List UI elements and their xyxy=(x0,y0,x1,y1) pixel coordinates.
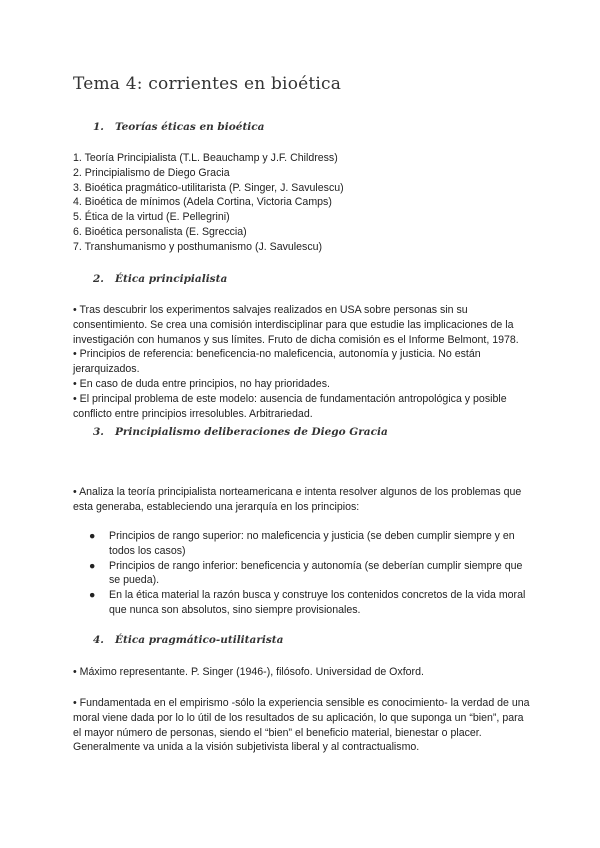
section-3-intro xyxy=(73,485,533,515)
hierarchy-bullets xyxy=(89,529,529,618)
paragraph: • Analiza la teoría principialista norteamericana e intenta resolver algunos de los problemas que esta generaba, estableciendo una jerarquía en los principios: xyxy=(73,486,522,513)
section-title: Ética principialista xyxy=(115,273,228,285)
list-item: 2. Principialismo de Diego Gracia xyxy=(73,166,230,179)
paragraph: • Fundamentada en el empirismo -sólo la experiencia sensible es conocimiento- la verdad de una moral viene dada por lo lo útil de los resultados de su aplicación, lo que suponga un “bien”, para el mayor número de personas, siendo el “bien” el beneficio material, bienestar o placer. Generalmente va unida a la visión subjetivista liberal y al contractualismo. xyxy=(73,697,530,754)
section-title: Principialismo deliberaciones de Diego Gracia xyxy=(115,426,388,438)
section-4-para-1 xyxy=(73,665,533,680)
section-2-heading xyxy=(93,273,227,285)
list-item: ● Principios de rango superior: no maleficencia y justicia (se deben cumplir siempre y en todos los casos) xyxy=(89,530,515,557)
paragraph: • En caso de duda entre principios, no hay prioridades. xyxy=(73,377,330,390)
paragraph: • Máximo representante. P. Singer (1946-), filósofo. Universidad de Oxford. xyxy=(73,666,424,678)
bullet-icon: ● xyxy=(89,559,96,572)
bullet-icon: ● xyxy=(89,589,96,602)
list-item: 1. Teoría Principialista (T.L. Beauchamp y J.F. Childress) xyxy=(73,152,338,164)
list-item: 7. Transhumanismo y posthumanismo (J. Savulescu) xyxy=(73,240,323,253)
list-item: 4. Bioética de mínimos (Adela Cortina, Victoria Camps) xyxy=(73,196,332,209)
paragraph: • El principal problema de este modelo: ausencia de fundamentación antropológica y posible conflicto entre principios irresolubles. Arbitrariedad. xyxy=(73,392,507,420)
section-number: 3. xyxy=(93,426,104,438)
section-3-heading xyxy=(93,426,388,438)
section-2-body xyxy=(73,303,533,421)
list-item: 6. Bioética personalista (E. Sgreccia) xyxy=(73,225,247,238)
list-item: ● En la ética material la razón busca y construye los contenidos concretos de la vida moral que nunca son absolutos, sino siempre provisionales. xyxy=(89,589,526,616)
bullet-icon: ● xyxy=(89,530,96,542)
paragraph: • Principios de referencia: beneficencia-no maleficencia, autonomía y justicia. No están jerarquizados. xyxy=(73,348,481,376)
page-title: Tema 4: corrientes en bioética xyxy=(73,74,342,94)
section-number: 2. xyxy=(93,273,104,285)
section-number: 4. xyxy=(93,634,104,646)
section-4-heading xyxy=(93,634,283,646)
section-4-para-2 xyxy=(73,696,533,755)
list-item: 5. Ética de la virtud (E. Pellegrini) xyxy=(73,211,230,224)
theories-list xyxy=(73,151,533,255)
section-title: Ética pragmático-utilitarista xyxy=(115,634,284,646)
section-number: 1. xyxy=(93,121,104,133)
list-item: ● Principios de rango inferior: beneficencia y autonomía (se deberían cumplir siempre que se pueda). xyxy=(89,559,523,587)
list-item: 3. Bioética pragmático-utilitarista (P. Singer, J. Savulescu) xyxy=(73,181,344,194)
paragraph: • Tras descubrir los experimentos salvajes realizados en USA sobre personas sin su consentimiento. Se crea una comisión interdisciplinar para que estudie las implicaciones de la investigación con humanos y sus límites. Fruto de dicha comisión es el Informe Belmont, 1978. xyxy=(73,304,519,346)
section-1-heading xyxy=(93,121,265,133)
section-title: Teorías éticas en bioética xyxy=(115,121,265,133)
